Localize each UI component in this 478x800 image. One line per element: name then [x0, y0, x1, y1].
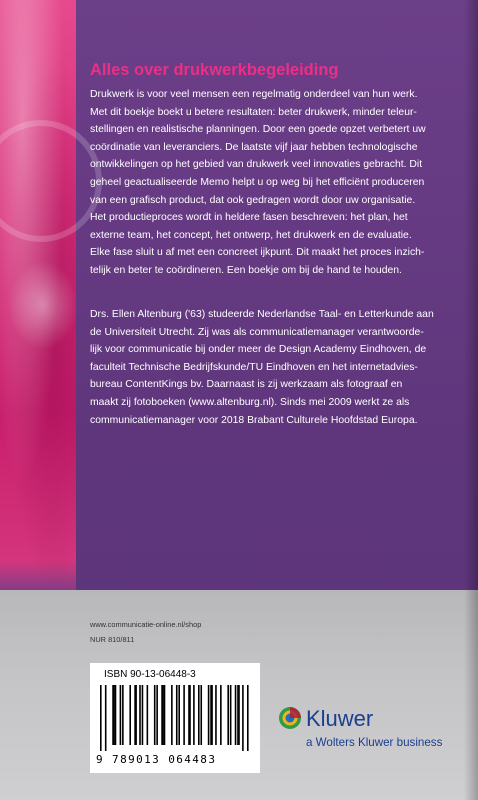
barcode-bar — [235, 685, 237, 745]
bio-line: lijk voor communicatie bij onder meer de Design Academy Eindhoven, de — [90, 344, 427, 356]
barcode-bar — [112, 685, 115, 745]
photo-sheen-decoration — [8, 260, 78, 350]
barcode-bar — [200, 685, 202, 745]
barcode-bar — [115, 685, 117, 745]
barcode-bar — [134, 685, 137, 745]
isbn-barcode-box — [90, 663, 260, 773]
pink-photo-strip — [0, 0, 76, 590]
publisher-name: Kluwer — [306, 706, 374, 731]
description-line: geheel geactualiseerde Memo helpt u op weg bij het efficiënt produceren — [90, 176, 425, 188]
barcode-bar — [193, 685, 195, 745]
barcode-bar — [154, 685, 156, 745]
barcode-bar — [237, 685, 240, 745]
description-line: ontwikkelingen op het gebied van drukwerk veel innovaties gebracht. Dit — [90, 159, 423, 171]
shop-url: www.communicatie-online.nl/shop — [90, 620, 202, 629]
publisher-logo-block — [278, 706, 468, 756]
barcode-bar — [220, 685, 222, 745]
author-bio-paragraph — [90, 306, 460, 429]
barcode-bar — [178, 685, 180, 745]
description-line: coördinatie van leveranciers. De laatste vijf jaar hebben technologische — [90, 141, 418, 153]
barcode-digits: 9 789013 064483 — [96, 753, 217, 766]
isbn-label: ISBN 90-13-06448-3 — [104, 669, 196, 680]
description-line: Het productieproces wordt in heldere fasen beschreven: het plan, het — [90, 212, 408, 224]
description-paragraph — [90, 86, 460, 280]
barcode-bar — [147, 685, 149, 745]
barcode-bar — [120, 685, 122, 745]
description-line: Elke fase sluit u af met een concreet ijkpunt. Dit maakt het proces inzich- — [90, 247, 425, 259]
barcode-bar — [210, 685, 213, 745]
barcode-bar — [230, 685, 232, 745]
cover-edge-shadow — [464, 0, 478, 800]
kluwer-globe-icon — [278, 706, 302, 730]
description-line: van een grafisch product, dat ook gedragen wordt door uw organisatie. — [90, 194, 416, 206]
bio-line: maakt zij fotoboeken (www.altenburg.nl). Sinds mei 2009 werkt ze als — [90, 396, 410, 408]
barcode-bar — [215, 685, 217, 745]
barcode-bar — [139, 685, 141, 745]
bio-line: faculteit Technische Bedrijfskunde/TU Eindhoven en het internetadvies- — [90, 361, 418, 373]
photo-curve-decoration — [0, 120, 102, 242]
headline: Alles over drukwerkbegeleiding — [90, 61, 339, 79]
barcode-bar — [142, 685, 144, 745]
barcode-bar — [198, 685, 200, 745]
description-line: telijk en beter te coördineren. Een boekje om bij de hand te houden. — [90, 264, 402, 276]
description-line: stellingen en realistische planningen. Door een goede opzet verbetert uw — [90, 124, 426, 136]
barcode-bar — [176, 685, 178, 745]
barcode-bar — [188, 685, 191, 745]
nur-code: NUR 810/811 — [90, 635, 135, 644]
barcode-bar — [122, 685, 124, 745]
barcode-bar — [161, 685, 164, 745]
barcode-bar — [242, 685, 244, 751]
bio-line: Drs. Ellen Altenburg ('63) studeerde Nederlandse Taal- en Letterkunde aan — [90, 309, 434, 320]
barcode-bar — [100, 685, 102, 751]
barcode-bar — [164, 685, 166, 745]
barcode-icon — [98, 685, 252, 751]
barcode-bar — [183, 685, 185, 745]
barcode-bar — [171, 685, 173, 745]
barcode-bar — [208, 685, 210, 745]
description-line: Met dit boekje boekt u betere resultaten: beter drukwerk, minder teleur- — [90, 106, 417, 118]
description-line: externe team, het concept, het ontwerp, het drukwerk en de evaluatie. — [90, 229, 412, 241]
publisher-tagline: a Wolters Kluwer business — [306, 736, 443, 749]
bio-line: de Universiteit Utrecht. Zij was als communicatiemanager verantwoorde- — [90, 326, 424, 338]
description-line: Drukwerk is voor veel mensen een regelmatig onderdeel van hun werk. — [90, 89, 418, 100]
barcode-bar — [156, 685, 158, 745]
barcode-bar — [227, 685, 229, 745]
barcode-bar — [129, 685, 131, 745]
barcode-bar — [105, 685, 107, 751]
bio-line: bureau ContentKings bv. Daarnaast is zij werkzaam als fotograaf en — [90, 379, 403, 391]
bio-line: communicatiemanager voor 2018 Brabant Culturele Hoofdstad Europa. — [90, 414, 418, 426]
barcode-bar — [247, 685, 249, 751]
